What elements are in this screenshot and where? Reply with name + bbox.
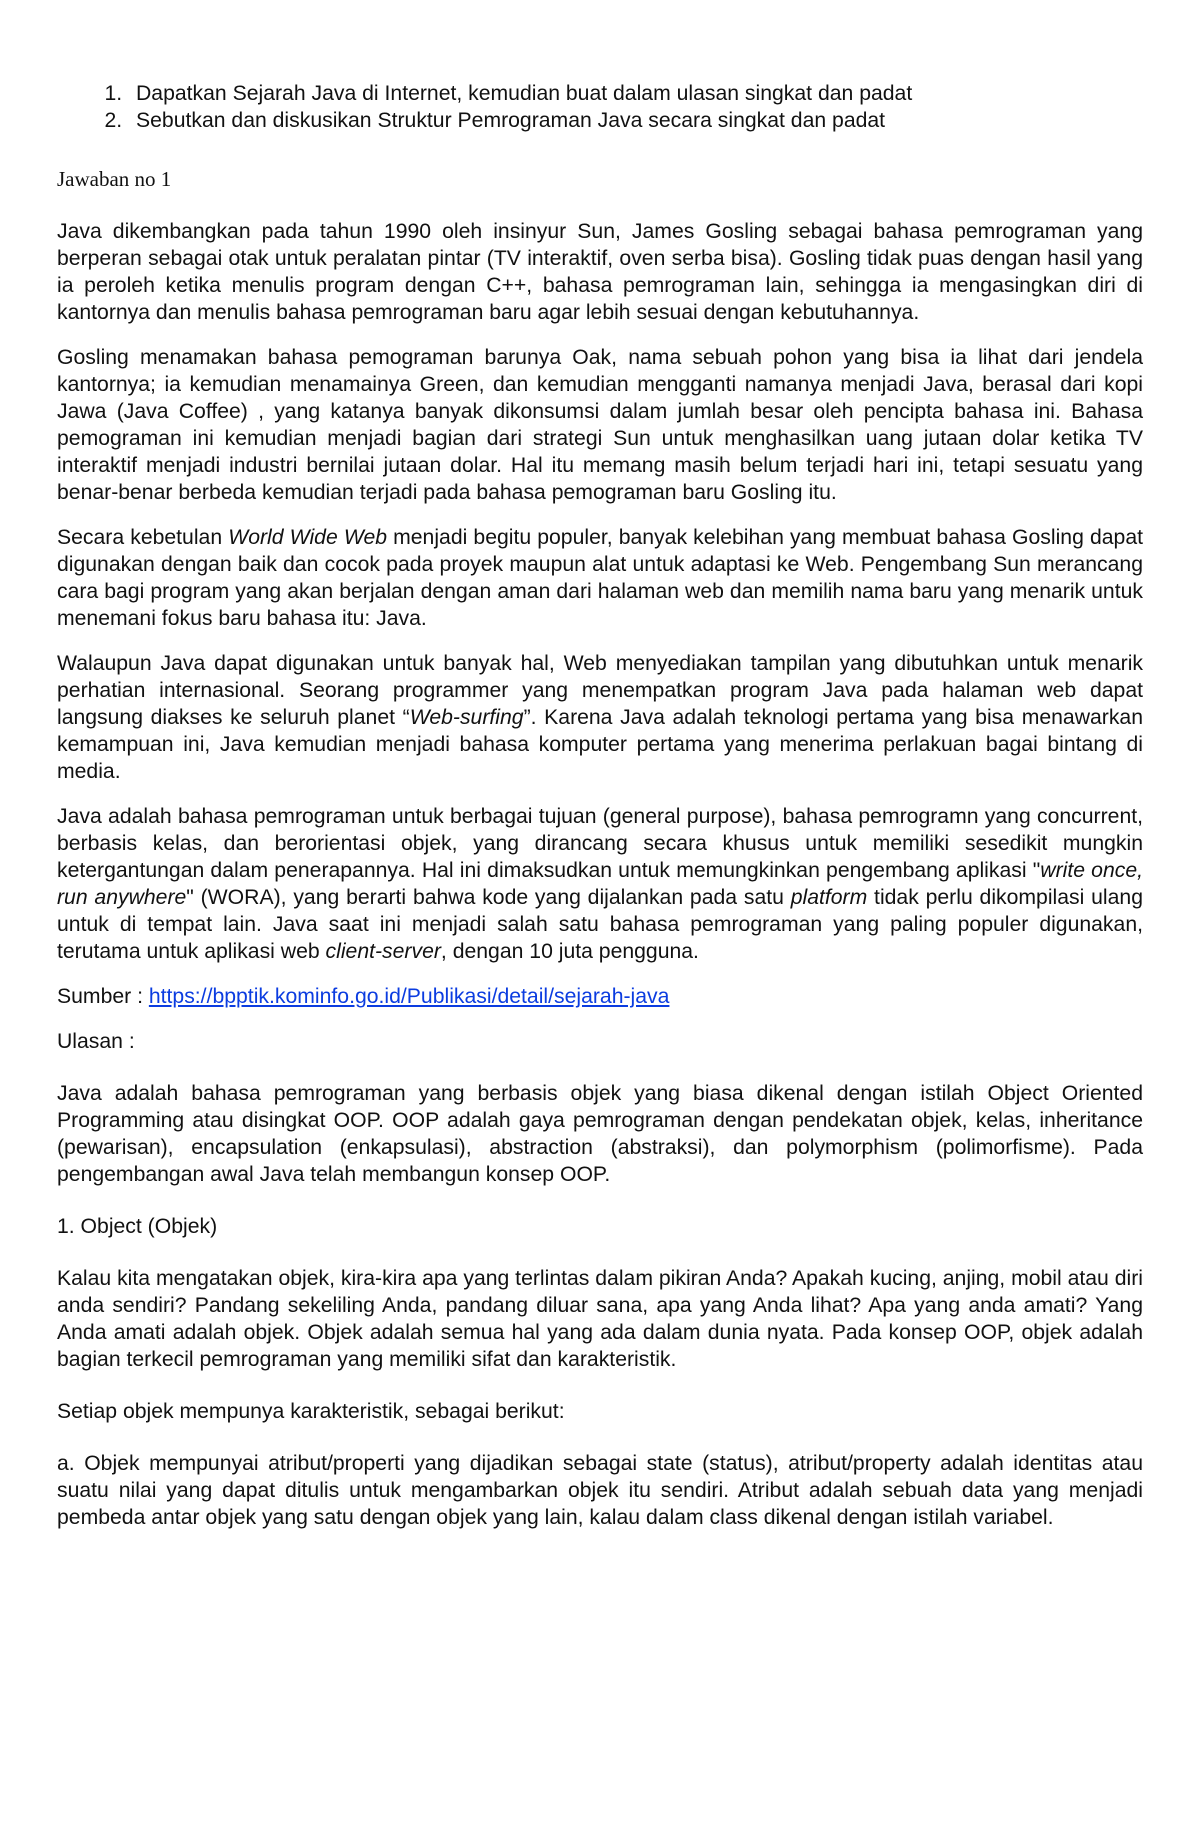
question-item-2: 2. Sebutkan dan diskusikan Struktur Pemrograman Java secara singkat dan padat — [128, 107, 1143, 134]
question-list — [57, 80, 1143, 134]
source-link[interactable]: https://bpptik.kominfo.go.id/Publikasi/detail/sejarah-java — [148, 985, 670, 1008]
italic-term: World Wide Web — [228, 526, 388, 549]
object-heading: 1. Object (Objek) — [57, 1215, 218, 1238]
characteristics-intro: Setiap objek mempunya karakteristik, sebagai berikut: — [57, 1400, 565, 1423]
italic-term: Web-surfing — [409, 706, 524, 729]
history-paragraph-2: Gosling menamakan bahasa pemograman barunya Oak, nama sebuah pohon yang bisa ia lihat dari jendela kantornya; ia kemudian menamainya Green, dan kemudian mengganti namanya menjadi Java, berasal dari kopi Jawa (Java Coffee) , yang katanya banyak dikonsumsi dalam jumlah besar oleh pencipta bahasa ini. Bahasa pemograman ini kemudian menjadi bagian dari strategi Sun untuk menghasilkan uang jutaan dolar ketika TV interaktif menjadi industri bernilai jutaan dolar. Hal itu memang masih belum terjadi hari ini, tetapi sesuatu yang benar-benar berbeda kemudian terjadi pada bahasa pemograman baru Gosling itu. — [57, 346, 1143, 504]
review-intro: Java adalah bahasa pemrograman yang berbasis objek yang biasa dikenal dengan istilah Object Oriented Programming atau disingkat OOP. OOP adalah gaya pemrograman dengan pendekatan objek, kelas, inheritance (pewarisan), encapsulation (enkapsulasi), abstraction (abstraksi), dan polymorphism (polimorfisme). Pada pengembangan awal Java telah membangun konsep OOP. — [57, 1082, 1143, 1186]
source-label: Sumber : — [57, 985, 149, 1008]
source-line — [57, 983, 1143, 1010]
review-heading: Ulasan : — [57, 1030, 135, 1053]
history-paragraph-1: Java dikembangkan pada tahun 1990 oleh insinyur Sun, James Gosling sebagai bahasa pemrograman yang berperan sebagai otak untuk peralatan pintar (TV interaktif, oven serba bisa). Gosling tidak puas dengan hasil yang ia peroleh ketika menulis program dengan C++, bahasa pemrograman lain, sehingga ia mengasingkan diri di kantornya dan menulis bahasa pemrograman baru agar lebih sesuai dengan kebutuhannya. — [57, 220, 1143, 324]
question-item-1: 1. Dapatkan Sejarah Java di Internet, kemudian buat dalam ulasan singkat dan padat — [128, 80, 1143, 107]
history-paragraph-4 — [57, 650, 1143, 785]
italic-term: platform — [790, 886, 868, 909]
italic-term: write once, run anywhere — [57, 859, 1144, 909]
paragraph-text: menjadi begitu populer, banyak kelebihan yang membuat bahasa Gosling dapat digunakan dengan baik dan cocok pada proyek maupun alat untuk adaptasi ke Web. Pengembang Sun merancang cara bagi program yang akan berjalan dengan aman dari halaman web dan memilih nama baru yang menarik untuk menemani fokus baru bahasa itu: Java. — [57, 526, 1143, 630]
history-paragraph-5 — [57, 803, 1143, 965]
paragraph-text: Java adalah bahasa pemrograman untuk berbagai tujuan (general purpose), bahasa pemrogramn yang concurrent, berbasis kelas, dan berorientasi objek, yang dirancang secara khusus untuk memiliki sesedikit mungkin ketergantungan dalam penerapannya. Hal ini dimaksudkan untuk memungkinkan pengembang aplikasi " — [57, 805, 1143, 882]
characteristic-a: a. Objek mempunyai atribut/properti yang dijadikan sebagai state (status), atribut/property adalah identitas atau suatu nilai yang dapat ditulis untuk mengambarkan objek itu sendiri. Atribut adalah sebuah data yang menjadi pembeda antar objek yang satu dengan objek yang lain, kalau dalam class dikenal dengan istilah variabel. — [57, 1452, 1143, 1529]
history-paragraph-3 — [57, 524, 1143, 632]
paragraph-text: Walaupun Java dapat digunakan untuk banyak hal, Web menyediakan tampilan yang dibutuhkan untuk menarik perhatian internasional. Seorang programmer yang menempatkan program Java pada halaman web dapat langsung diakses ke seluruh planet “ — [57, 652, 1143, 729]
italic-term: client-server — [325, 940, 441, 963]
paragraph-text: , dengan 10 juta pengguna. — [440, 940, 699, 963]
answer-heading: Jawaban no 1 — [57, 167, 172, 191]
paragraph-text: " (WORA), yang berarti bahwa kode yang dijalankan pada satu — [186, 886, 791, 909]
paragraph-text: ”. Karena Java adalah teknologi pertama yang bisa menawarkan kemampuan ini, Java kemudian menjadi bahasa komputer pertama yang menerima perlakuan bagai bintang di media. — [57, 706, 1143, 783]
paragraph-text: Secara kebetulan — [57, 526, 229, 549]
paragraph-text: tidak perlu dikompilasi ulang untuk di tempat lain. Java saat ini menjadi salah satu bahasa pemrograman yang paling populer digunakan, terutama untuk aplikasi web — [57, 886, 1143, 963]
object-paragraph: Kalau kita mengatakan objek, kira-kira apa yang terlintas dalam pikiran Anda? Apakah kucing, anjing, mobil atau diri anda sendiri? Pandang sekeliling Anda, pandang diluar sana, apa yang Anda lihat? Apa yang anda amati? Yang Anda amati adalah objek. Objek adalah semua hal yang ada dalam dunia nyata. Pada konsep OOP, objek adalah bagian terkecil pemrograman yang memiliki sifat dan karakteristik. — [57, 1267, 1143, 1371]
